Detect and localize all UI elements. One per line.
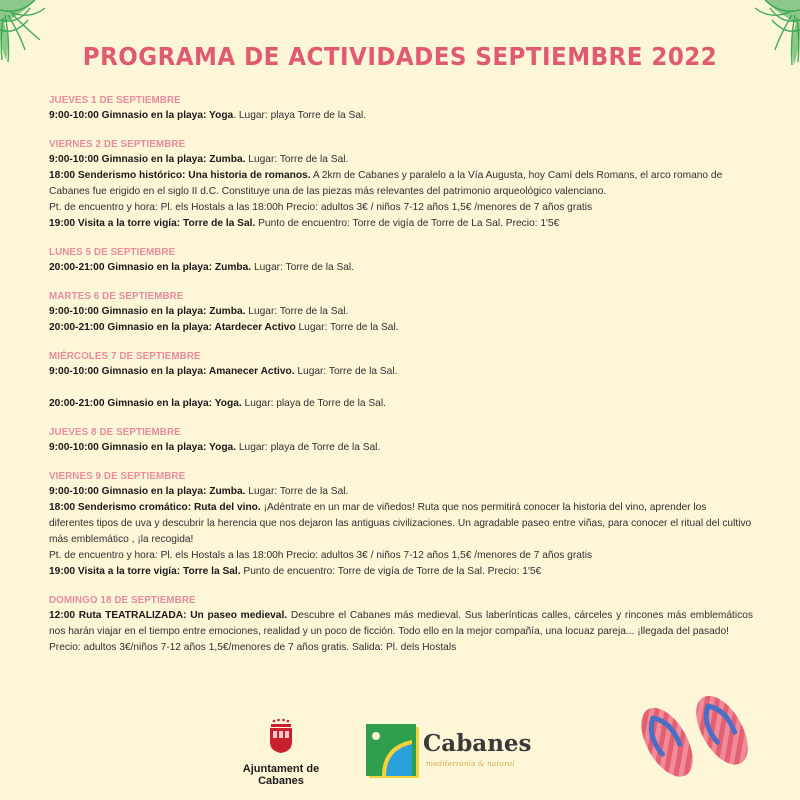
flip-flops-decoration bbox=[628, 684, 768, 784]
cabanes-emblem-icon bbox=[366, 724, 420, 778]
activity-line bbox=[49, 640, 753, 656]
activity-line bbox=[49, 168, 753, 200]
day-section bbox=[49, 594, 753, 656]
activity-line bbox=[49, 500, 753, 548]
activity-details: ¡Adéntrate en un mar de viñedos! Ruta que nos permitirá conocer la historia del vino, aprender los diferentes tipos de uva y descubrir la herencia que nos dejaron las antiguas civilizaciones. Un agradable paseo entre viñas, para conocer el ritual del cultivo más emblemático , ¡la recogida! bbox=[49, 502, 752, 545]
activity-line bbox=[49, 564, 753, 580]
activity-details: Punto de encuentro: Torre de vigía de Torre de la Sal. Precio: 1'5€ bbox=[240, 566, 542, 577]
activity-line bbox=[49, 364, 753, 380]
activity-title: 20:00-21:00 Gimnasio en la playa: Zumba. bbox=[49, 262, 252, 273]
activity-details: Precio: adultos 3€/niños 7-12 años 1,5€/menores de 7 años gratis. Salida: Pl. dels Hostals bbox=[49, 642, 457, 653]
coat-of-arms-icon bbox=[268, 718, 294, 754]
day-section bbox=[49, 350, 753, 412]
activity-line bbox=[49, 548, 753, 564]
activity-title: 20:00-21:00 Gimnasio en la playa: Yoga. bbox=[49, 398, 242, 409]
day-heading: VIERNES 9 DE SEPTIEMBRE bbox=[49, 471, 186, 482]
activity-line bbox=[49, 608, 753, 640]
spacer bbox=[49, 380, 753, 396]
day-heading: MIÉRCOLES 7 DE SEPTIEMBRE bbox=[49, 351, 201, 362]
ajuntament-logo bbox=[222, 718, 340, 787]
activity-details: Pt. de encuentro y hora: Pl. els Hostals a las 18:00h Precio: adultos 3€ / niños 7-12 años 1,5€ /menores de 7 años gratis bbox=[49, 550, 593, 561]
cabanes-tagline: mediterrània & natural bbox=[426, 759, 515, 768]
activity-title: 9:00-10:00 Gimnasio en la playa: Amanecer Activo. bbox=[49, 366, 295, 377]
activity-title: 9:00-10:00 Gimnasio en la playa: Yoga bbox=[49, 110, 234, 121]
activity-line bbox=[49, 152, 753, 168]
cabanes-logo bbox=[366, 722, 536, 782]
activity-title: 9:00-10:00 Gimnasio en la playa: Yoga. bbox=[49, 442, 237, 453]
activity-title: 18:00 Senderismo histórico: Una historia de romanos. bbox=[49, 170, 311, 181]
activity-details: Lugar: playa de Torre de la Sal. bbox=[241, 398, 386, 409]
cabanes-wordmark: Cabanes bbox=[423, 730, 532, 757]
activity-details: Lugar: Torre de la Sal. bbox=[245, 306, 349, 317]
activity-line bbox=[49, 260, 753, 276]
activity-details: Descubre el Cabanes más medieval. Sus laberínticas calles, cárceles y rincones más emblemáticos nos harán viajar en el tiempo entre emociones, realidad y un poco de ficción. Todo ello en la mejor compañía, una locuaz pareja... ¡llegada del pasado! bbox=[49, 610, 753, 637]
activity-title: 12:00 Ruta TEATRALIZADA: Un paseo medieval. bbox=[49, 610, 288, 621]
activity-details: Lugar: Torre de la Sal. bbox=[251, 262, 355, 273]
day-heading: JUEVES 1 DE SEPTIEMBRE bbox=[49, 95, 181, 106]
activity-line bbox=[49, 200, 753, 216]
activity-title: 9:00-10:00 Gimnasio en la playa: Zumba. bbox=[49, 486, 246, 497]
activity-line bbox=[49, 216, 753, 232]
activity-program bbox=[49, 94, 753, 670]
activity-line bbox=[49, 304, 753, 320]
activity-title: 9:00-10:00 Gimnasio en la playa: Zumba. bbox=[49, 306, 246, 317]
activity-title: 20:00-21:00 Gimnasio en la playa: Atardecer Activo bbox=[49, 322, 296, 333]
day-section bbox=[49, 426, 753, 456]
activity-details: Lugar: Torre de la Sal. bbox=[294, 366, 398, 377]
day-section bbox=[49, 290, 753, 336]
ajuntament-label: Ajuntament de Cabanes bbox=[242, 763, 320, 787]
day-heading: LUNES 5 DE SEPTIEMBRE bbox=[49, 247, 176, 258]
activity-details: Lugar: Torre de la Sal. bbox=[295, 322, 399, 333]
activity-line bbox=[49, 108, 753, 124]
day-heading: VIERNES 2 DE SEPTIEMBRE bbox=[49, 139, 186, 150]
day-heading: JUEVES 8 DE SEPTIEMBRE bbox=[49, 427, 181, 438]
activity-details: Pt. de encuentro y hora: Pl. els Hostals a las 18:00h Precio: adultos 3€ / niños 7-12 años 1,5€ /menores de 7 años gratis bbox=[49, 202, 593, 213]
activity-title: 9:00-10:00 Gimnasio en la playa: Zumba. bbox=[49, 154, 246, 165]
activity-title: 19:00 Visita a la torre vigía: Torre la Sal. bbox=[49, 566, 241, 577]
day-section bbox=[49, 470, 753, 580]
activity-details: A 2km de Cabanes y paralelo a la Vía Augusta, hoy Camí dels Romans, el arco romano de Cabanes fue erigido en el siglo II d.C. Constituye una de las piezas más relevantes del patrimonio arqueológico valenciano. bbox=[49, 170, 723, 197]
activity-details: Lugar: Torre de la Sal. bbox=[245, 486, 349, 497]
activity-line bbox=[49, 440, 753, 456]
activity-line bbox=[49, 320, 753, 336]
activity-details: . Lugar: playa Torre de la Sal. bbox=[233, 110, 367, 121]
day-section bbox=[49, 138, 753, 232]
activity-details: Punto de encuentro: Torre de vigía de Torre de La Sal. Precio: 1'5€ bbox=[255, 218, 560, 229]
activity-title: 19:00 Visita a la torre vigía: Torre de la Sal. bbox=[49, 218, 256, 229]
activity-details: Lugar: playa de Torre de la Sal. bbox=[236, 442, 381, 453]
day-heading: MARTES 6 DE SEPTIEMBRE bbox=[49, 291, 184, 302]
day-section bbox=[49, 94, 753, 124]
activity-line bbox=[49, 484, 753, 500]
activity-line bbox=[49, 396, 753, 412]
activity-title: 18:00 Senderismo cromático: Ruta del vino. bbox=[49, 502, 261, 513]
page-title: PROGRAMA DE ACTIVIDADES SEPTIEMBRE 2022 bbox=[82, 42, 718, 71]
day-section bbox=[49, 246, 753, 276]
day-heading: DOMINGO 18 DE SEPTIEMBRE bbox=[49, 595, 196, 606]
activity-details: Lugar: Torre de la Sal. bbox=[245, 154, 349, 165]
